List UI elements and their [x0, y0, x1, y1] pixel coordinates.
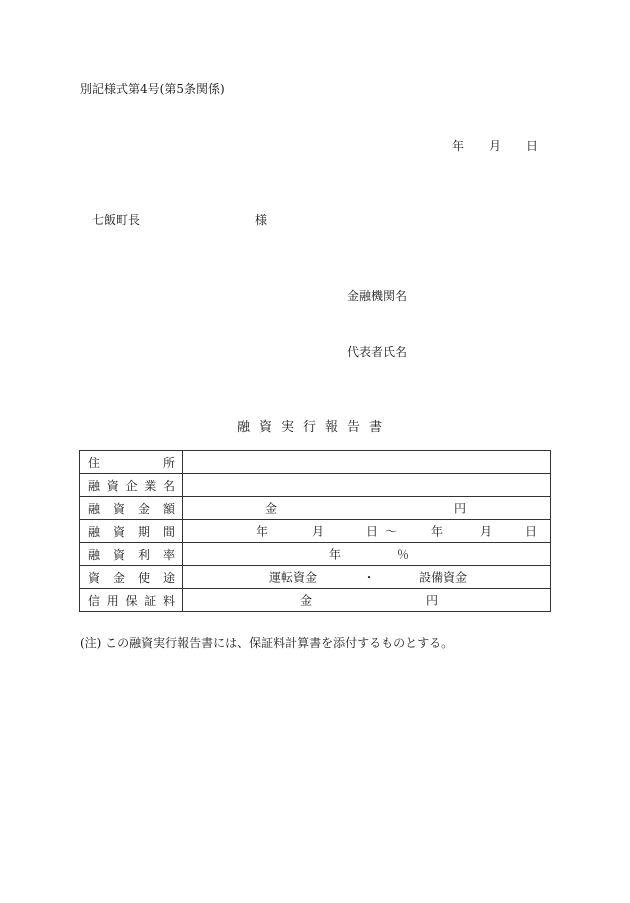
- document-title: 融資実行報告書: [237, 420, 392, 435]
- date-month-label: 月: [489, 139, 502, 153]
- label-char: 名: [162, 478, 175, 493]
- label-char: 業: [144, 478, 157, 493]
- label-char: 融: [88, 524, 101, 539]
- label-amount: [80, 497, 183, 520]
- table-row-guarantee-fee: [80, 589, 551, 612]
- period-start-day: 日: [366, 524, 379, 539]
- table-row-company: [80, 474, 551, 497]
- label-char: 資: [88, 570, 101, 585]
- address-value-cell[interactable]: [183, 451, 551, 474]
- label-char: 融: [88, 547, 101, 562]
- label-char: 信: [88, 593, 101, 608]
- guarantee-fee-prefix: 金: [300, 593, 313, 608]
- label-char: 期: [137, 524, 150, 539]
- label-char: 融: [88, 478, 101, 493]
- purpose-separator: ・: [363, 570, 376, 585]
- amount-value-cell[interactable]: [183, 497, 551, 520]
- table-row-address: [80, 451, 551, 474]
- label-char: 料: [162, 593, 175, 608]
- representative-name-label: 代表者氏名: [347, 345, 408, 359]
- label-char: 利: [137, 547, 150, 562]
- company-value-cell[interactable]: [183, 474, 551, 497]
- table-row-purpose: [80, 566, 551, 589]
- label-char: 途: [162, 570, 175, 585]
- footnote: (注) この融資実行報告書には、保証料計算書を添付するものとする。: [80, 636, 454, 650]
- table-row-rate: [80, 543, 551, 566]
- label-char: 間: [162, 524, 175, 539]
- rate-percent: ％: [397, 547, 410, 562]
- label-char: 住: [88, 455, 101, 470]
- label-char: 証: [144, 593, 157, 608]
- label-char: 資: [112, 501, 125, 516]
- label-char: 企: [125, 478, 138, 493]
- label-char: 所: [162, 455, 175, 470]
- amount-unit: 円: [454, 501, 467, 516]
- period-start-month: 月: [312, 524, 325, 539]
- label-char: 額: [162, 501, 175, 516]
- addressee-name: 七飯町長: [92, 213, 141, 227]
- label-char: 金: [137, 501, 150, 516]
- table-row-period: [80, 520, 551, 543]
- amount-prefix: 金: [265, 501, 278, 516]
- period-tilde: ～: [385, 524, 398, 539]
- form-number: 別記様式第4号(第5条関係): [80, 82, 225, 96]
- table-row-amount: [80, 497, 551, 520]
- report-table: [79, 450, 551, 612]
- purpose-value-cell[interactable]: [183, 566, 551, 589]
- label-char: 融: [88, 501, 101, 516]
- bank-name-label: 金融機関名: [347, 289, 408, 303]
- guarantee-fee-unit: 円: [426, 593, 439, 608]
- label-char: 資: [112, 547, 125, 562]
- purpose-option-equipment[interactable]: 設備資金: [419, 570, 468, 585]
- period-end-month: 月: [480, 524, 493, 539]
- label-char: 資: [106, 478, 119, 493]
- label-address: [80, 451, 183, 474]
- rate-value-cell[interactable]: [183, 543, 551, 566]
- date-line: [452, 137, 538, 154]
- label-company: [80, 474, 183, 497]
- label-char: 金: [112, 570, 125, 585]
- purpose-option-operating[interactable]: 運転資金: [269, 570, 318, 585]
- guarantee-fee-value-cell[interactable]: [183, 589, 551, 612]
- label-char: 保: [125, 593, 138, 608]
- label-char: 使: [137, 570, 150, 585]
- label-char: 資: [112, 524, 125, 539]
- label-char: 用: [106, 593, 119, 608]
- date-year-label: 年: [452, 139, 465, 153]
- period-end-day: 日: [525, 524, 538, 539]
- label-purpose: [80, 566, 183, 589]
- period-start-year: 年: [256, 524, 269, 539]
- label-period: [80, 520, 183, 543]
- date-day-label: 日: [526, 139, 539, 153]
- addressee-honorific: 様: [255, 213, 268, 227]
- period-value-cell[interactable]: [183, 520, 551, 543]
- rate-year: 年: [329, 547, 342, 562]
- label-char: 率: [162, 547, 175, 562]
- label-rate: [80, 543, 183, 566]
- period-end-year: 年: [431, 524, 444, 539]
- label-guarantee-fee: [80, 589, 183, 612]
